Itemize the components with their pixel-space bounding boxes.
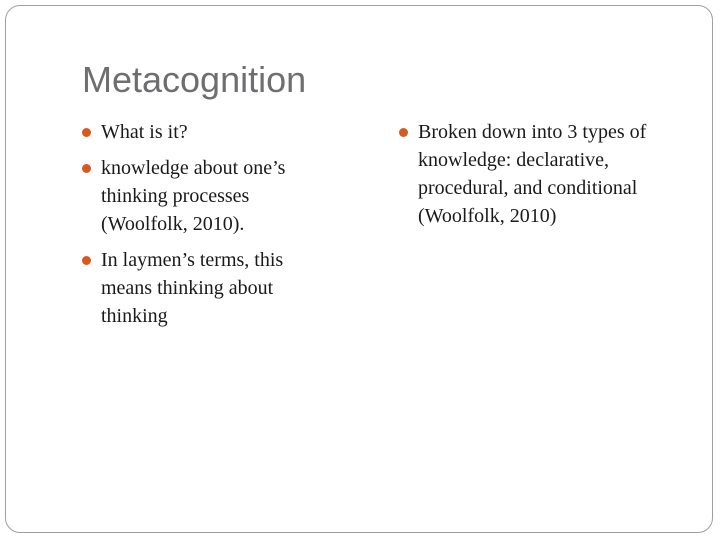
- right-bullet-list: [399, 118, 689, 238]
- bullet-dot-icon: [82, 128, 91, 137]
- slide-title: Metacognition: [82, 59, 307, 100]
- bullet-text: What is it?: [101, 121, 188, 143]
- bullet-item: [399, 118, 689, 230]
- bullet-item: [82, 246, 332, 330]
- bullet-text: knowledge about one’s thinking processes (Woolfolk, 2010).: [101, 157, 286, 235]
- bullet-text: In laymen’s terms, this means thinking about thinking: [101, 249, 284, 327]
- left-bullet-list: [82, 118, 332, 338]
- bullet-text: Broken down into 3 types of knowledge: declarative, procedural, and conditional (Woolfolk, 2010): [418, 121, 647, 227]
- bullet-dot-icon: [399, 128, 408, 137]
- bullet-dot-icon: [82, 164, 91, 173]
- bullet-item: [82, 118, 332, 146]
- bullet-item: [82, 154, 332, 238]
- bullet-dot-icon: [82, 256, 91, 265]
